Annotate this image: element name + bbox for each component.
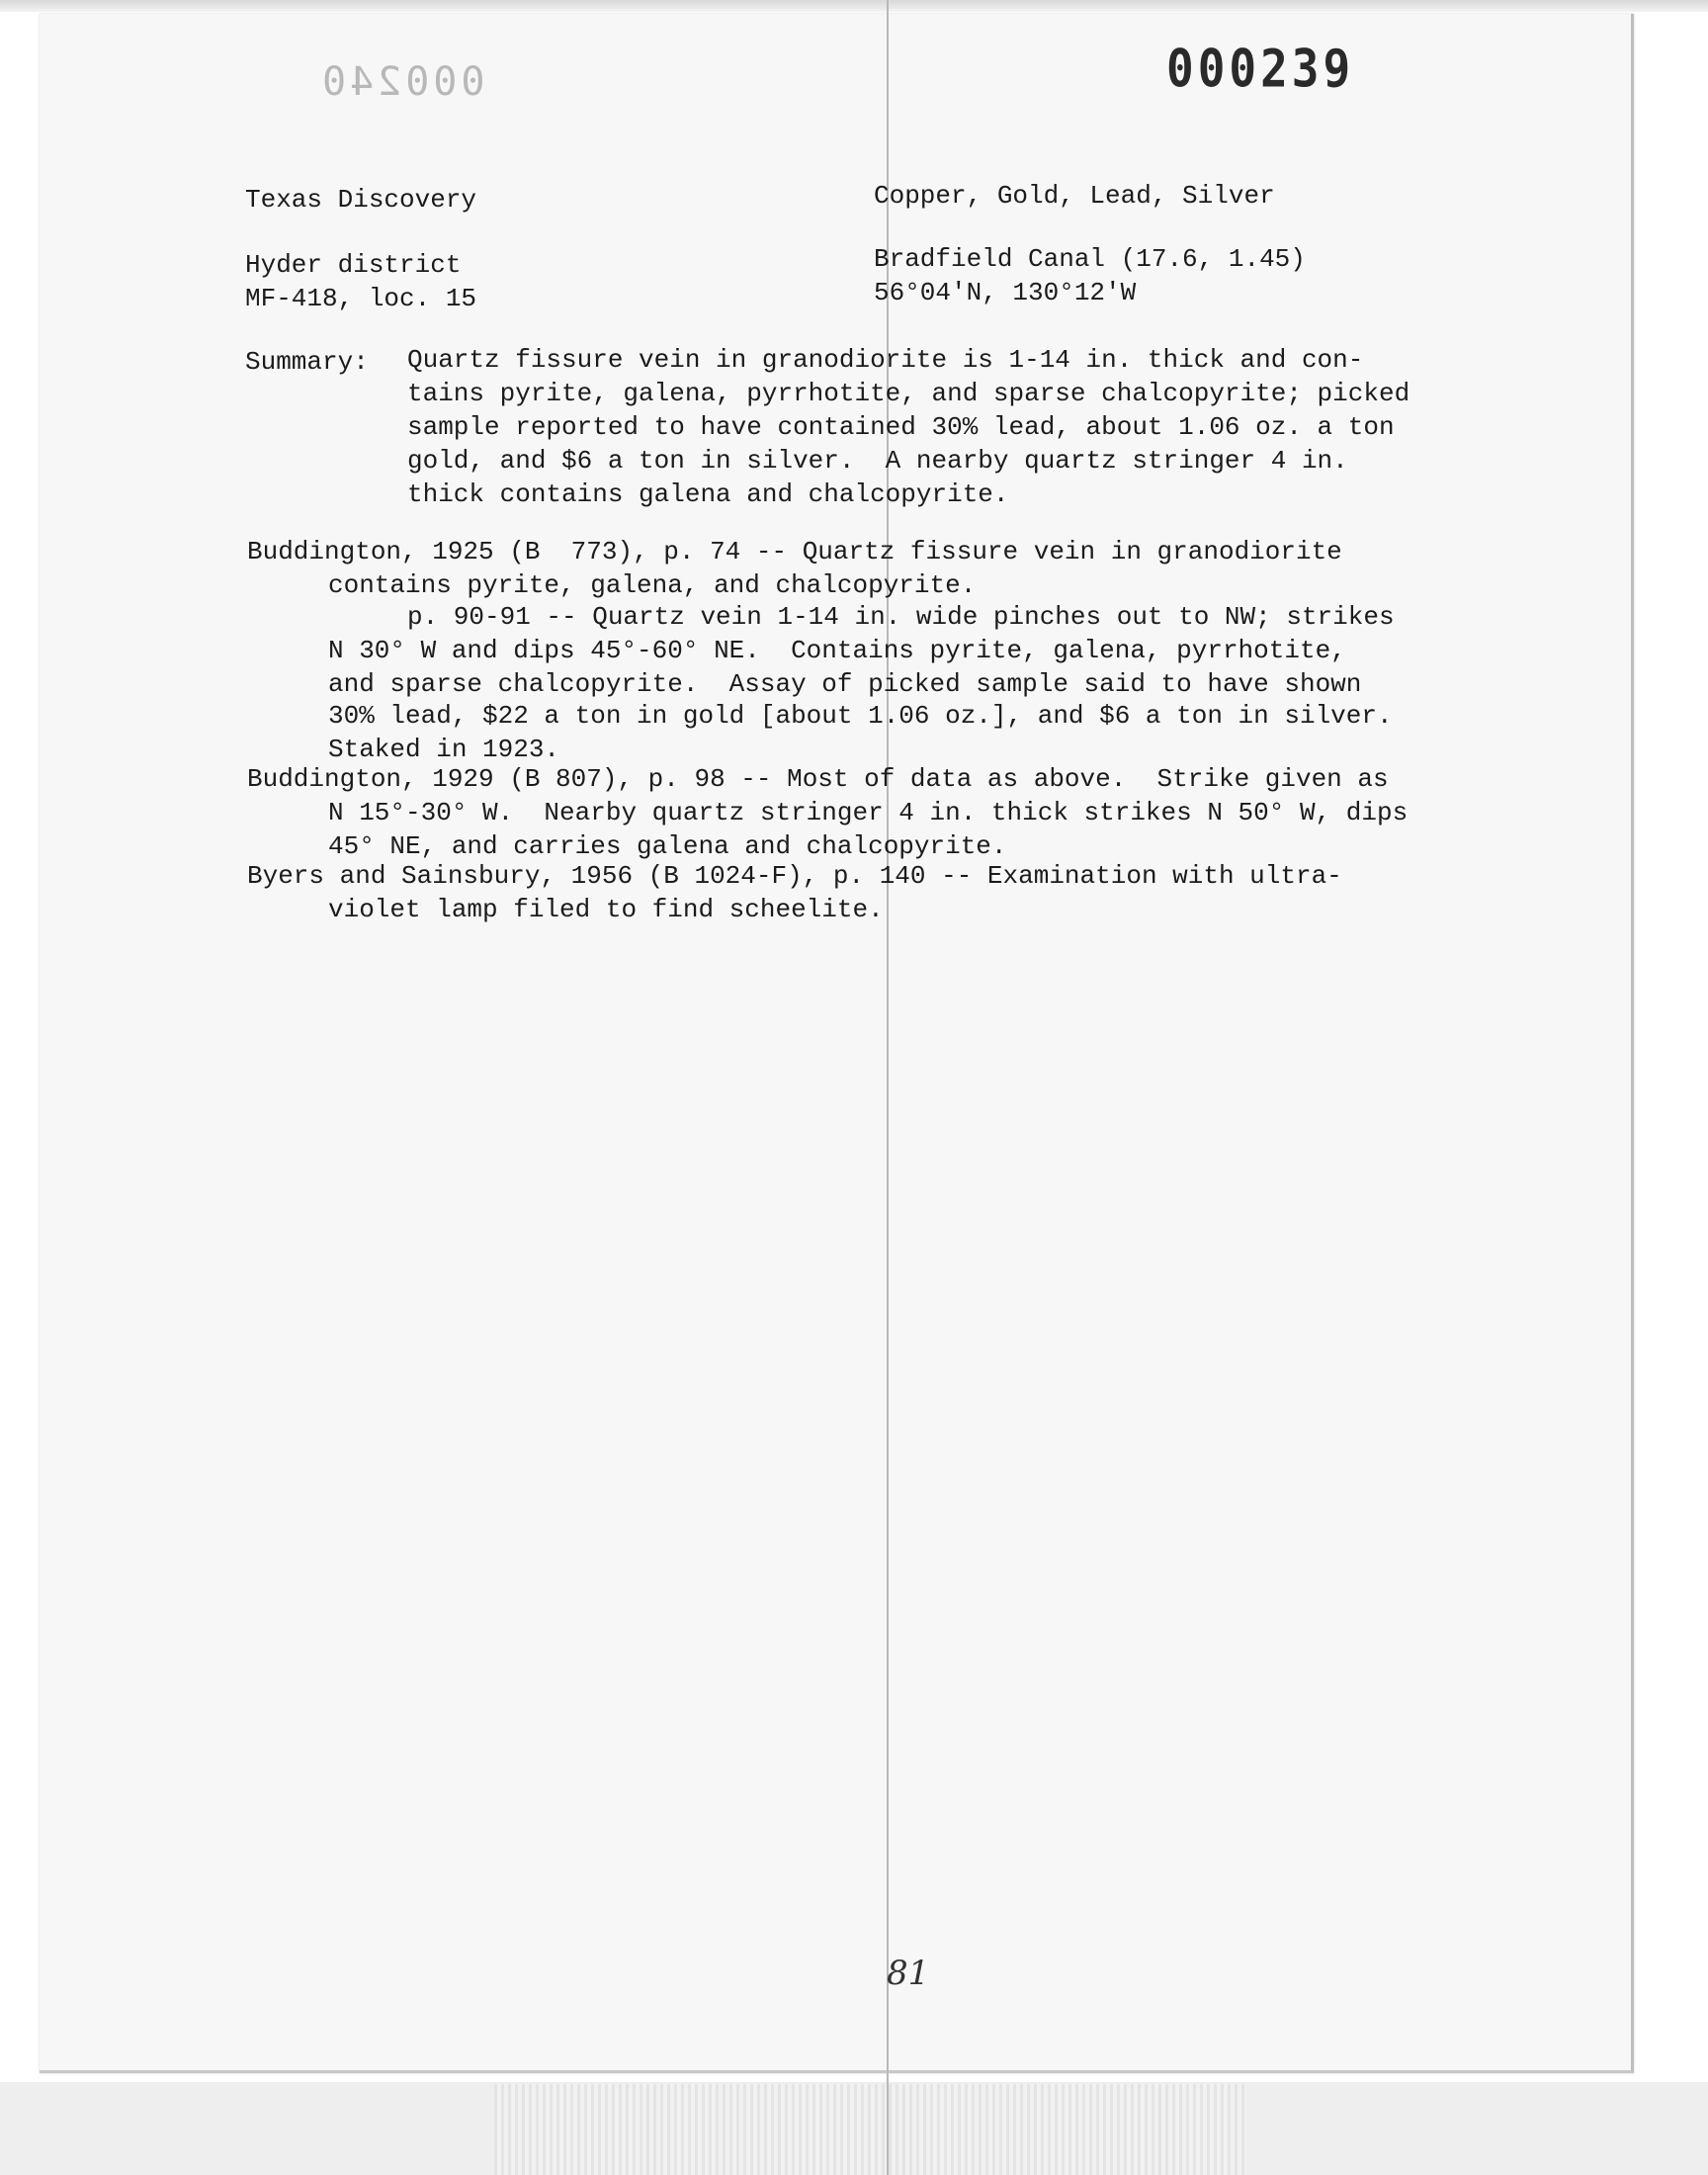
coordinates: 56°04'N, 130°12'W: [874, 278, 1137, 307]
reference-line: contains pyrite, galena, and chalcopyrite.: [328, 570, 977, 600]
reference-line: Buddington, 1929 (B 807), p. 98 -- Most of data as above. Strike given as: [247, 764, 1389, 794]
quadrangle: Bradfield Canal (17.6, 1.45): [874, 244, 1306, 274]
prospect-name: Texas Discovery: [245, 185, 477, 215]
faded-stamp-number: 000240: [318, 59, 485, 105]
reference-line: and sparse chalcopyrite. Assay of picked sample said to have shown: [328, 669, 1362, 699]
reference-line: N 30° W and dips 45°-60° NE. Contains pyrite, galena, pyrrhotite,: [328, 636, 1346, 665]
reference-line: violet lamp filed to find scheelite.: [328, 895, 884, 924]
summary-line: tains pyrite, galena, pyrrhotite, and sparse chalcopyrite; picked: [407, 379, 1410, 408]
summary-line: Quartz fissure vein in granodiorite is 1-14 in. thick and con-: [407, 345, 1364, 375]
fold-line: [887, 0, 889, 2175]
document-stamp-number: 000239: [1166, 37, 1355, 100]
commodities: Copper, Gold, Lead, Silver: [874, 181, 1275, 211]
reference-line: N 15°-30° W. Nearby quartz stringer 4 in. thick strikes N 50° W, dips: [328, 798, 1409, 827]
map-reference: MF-418, loc. 15: [245, 284, 477, 313]
reference-line: 45° NE, and carries galena and chalcopyrite.: [328, 831, 1007, 861]
summary-line: sample reported to have contained 30% lead, about 1.06 oz. a ton: [407, 412, 1395, 442]
scan-edge: [0, 0, 1708, 12]
summary-label: Summary:: [245, 347, 369, 377]
reference-line: Byers and Sainsbury, 1956 (B 1024-F), p. 140 -- Examination with ultra-: [247, 861, 1342, 891]
reference-line: Staked in 1923.: [328, 735, 560, 764]
page-number: 81: [887, 1954, 930, 1993]
summary-line: thick contains galena and chalcopyrite.: [407, 479, 1009, 509]
document-page: [40, 14, 1634, 2073]
reference-line: 30% lead, $22 a ton in gold [about 1.06 oz.], and $6 a ton in silver.: [328, 701, 1393, 731]
summary-line: gold, and $6 a ton in silver. A nearby quartz stringer 4 in.: [407, 446, 1348, 476]
reference-line: p. 90-91 -- Quartz vein 1-14 in. wide pinches out to NW; strikes: [407, 602, 1395, 632]
reference-line: Buddington, 1925 (B 773), p. 74 -- Quartz fissure vein in granodiorite: [247, 537, 1342, 566]
district: Hyder district: [245, 250, 462, 280]
binder-marks: [494, 2084, 1245, 2175]
